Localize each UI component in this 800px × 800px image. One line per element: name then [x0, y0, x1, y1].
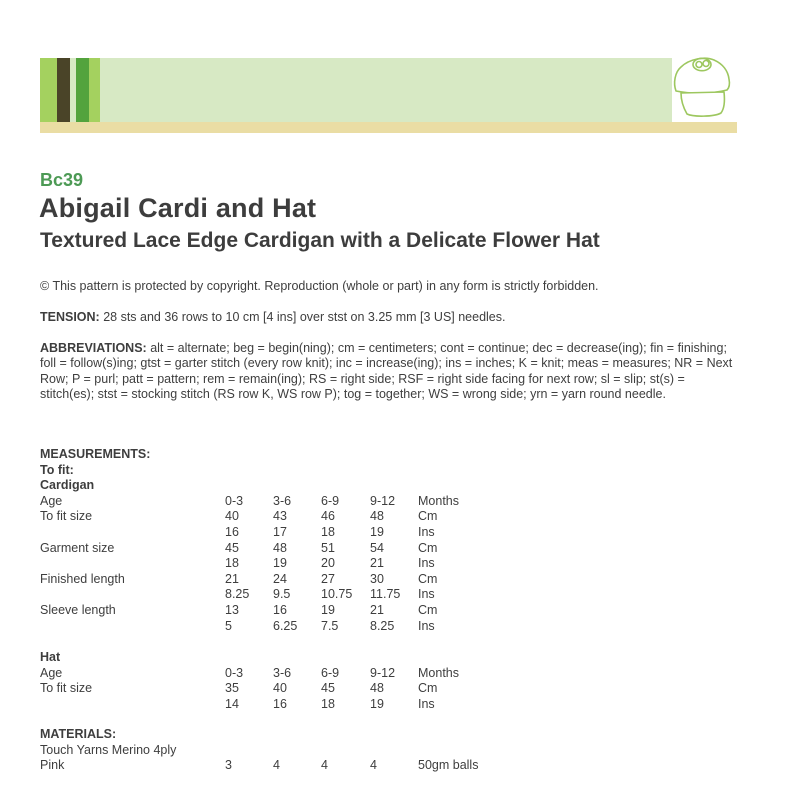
row-unit: Cm: [418, 681, 438, 696]
size-value-1: 0-3: [225, 665, 244, 680]
size-value-4: 19: [370, 524, 384, 539]
table-row: [40, 666, 760, 682]
size-value-2: 16: [273, 696, 287, 711]
row-label: To fit size: [40, 681, 93, 696]
row-label: Garment size: [40, 540, 115, 555]
row-unit: Ins: [418, 556, 435, 571]
size-value-2: 6.25: [273, 618, 298, 633]
table-row: [40, 525, 760, 541]
size-value-3: 19: [321, 602, 335, 617]
size-value-3: 45: [321, 681, 335, 696]
to-fit-heading: To fit:: [40, 462, 74, 477]
size-value-1: 5: [225, 618, 232, 633]
size-value-1: 0-3: [225, 493, 244, 508]
size-value-3: 10.75: [321, 587, 353, 602]
measurements-heading: MEASUREMENTS:: [40, 447, 151, 461]
size-value-3: 46: [321, 509, 335, 524]
materials-heading: MATERIALS:: [40, 727, 117, 741]
size-value-3: 6-9: [321, 665, 340, 680]
table-row: [40, 556, 760, 572]
row-label: [40, 556, 225, 572]
row-unit: 50gm balls: [418, 758, 479, 773]
size-value-1: 16: [225, 524, 239, 539]
size-value-1: 45: [225, 540, 239, 555]
row-label: To fit size: [40, 509, 93, 524]
size-value-1: 18: [225, 556, 239, 571]
size-value-4: 48: [370, 681, 384, 696]
table-row: [40, 619, 760, 635]
row-label: Age: [40, 665, 63, 680]
size-value-2: 19: [273, 556, 287, 571]
size-value-3: 20: [321, 556, 335, 571]
size-value-1: 13: [225, 602, 239, 617]
banner-green-band: [40, 58, 672, 122]
banner-stripe-dark-olive: [57, 58, 70, 122]
size-value-3: 18: [321, 524, 335, 539]
yarn-name: Touch Yarns Merino 4ply: [40, 742, 177, 757]
row-unit: Months: [418, 665, 459, 680]
table-row: [40, 681, 760, 697]
size-value-1: 3: [225, 758, 232, 773]
page-title: Abigail Cardi and Hat: [39, 193, 317, 223]
size-value-4: 19: [370, 696, 384, 711]
materials-section: [40, 727, 760, 774]
banner-stripe-light-green-2: [89, 58, 100, 122]
row-unit: Months: [418, 493, 459, 508]
size-value-3: 18: [321, 696, 335, 711]
size-value-4: 11.75: [370, 587, 401, 602]
row-unit: Ins: [418, 618, 435, 633]
tension-line: [40, 310, 505, 325]
size-value-1: 21: [225, 571, 239, 586]
table-row: [40, 509, 760, 525]
measurements-section: [40, 447, 760, 634]
banner-stripe-mid-green: [76, 58, 89, 122]
row-label: [40, 525, 225, 541]
size-value-4: 9-12: [370, 493, 396, 508]
size-value-3: 6-9: [321, 493, 340, 508]
size-value-2: 16: [273, 602, 287, 617]
table-row: [40, 697, 760, 713]
size-value-4: 4: [370, 758, 377, 773]
row-unit: Ins: [418, 524, 435, 539]
row-label: [40, 697, 225, 713]
table-row: [40, 758, 760, 774]
cardigan-heading: Cardigan: [40, 478, 95, 493]
hat-table: [40, 666, 760, 713]
size-value-4: 8.25: [370, 618, 395, 633]
abbreviations-label: ABBREVIATIONS:: [40, 341, 147, 355]
abbreviations-paragraph: [40, 341, 740, 403]
row-label: [40, 587, 225, 603]
size-value-2: 9.5: [273, 587, 291, 602]
row-unit: Cm: [418, 509, 438, 524]
size-value-1: 35: [225, 681, 239, 696]
size-value-4: 54: [370, 540, 384, 555]
size-value-2: 3-6: [273, 665, 292, 680]
size-value-4: 48: [370, 509, 384, 524]
table-row: [40, 603, 760, 619]
banner-stripe-light-green: [40, 58, 57, 122]
row-label: Finished length: [40, 571, 125, 586]
size-value-3: 27: [321, 571, 335, 586]
cardigan-table: [40, 494, 760, 634]
row-unit: Ins: [418, 696, 435, 711]
table-row: [40, 587, 760, 603]
row-label: Sleeve length: [40, 602, 116, 617]
size-value-2: 24: [273, 571, 287, 586]
tension-label: TENSION:: [40, 310, 100, 324]
pattern-code: Bc39: [40, 170, 84, 190]
size-value-2: 4: [273, 758, 280, 773]
hat-heading: Hat: [40, 650, 61, 664]
size-value-3: 7.5: [321, 618, 339, 633]
row-label: [40, 619, 225, 635]
table-row: [40, 541, 760, 557]
row-label: Age: [40, 493, 63, 508]
size-value-4: 21: [370, 602, 384, 617]
size-value-1: 14: [225, 696, 239, 711]
size-value-4: 21: [370, 556, 384, 571]
page-subtitle: Textured Lace Edge Cardigan with a Delicate Flower Hat: [40, 229, 600, 252]
row-unit: Cm: [418, 571, 438, 586]
table-row: [40, 494, 760, 510]
banner-tan-band: [40, 122, 737, 133]
size-value-2: 3-6: [273, 493, 292, 508]
size-value-1: 8.25: [225, 587, 250, 602]
size-value-2: 48: [273, 540, 287, 555]
row-unit: Cm: [418, 540, 438, 555]
size-value-1: 40: [225, 509, 239, 524]
row-label: Pink: [40, 758, 65, 773]
hat-icon: [669, 54, 737, 122]
size-value-2: 17: [273, 524, 287, 539]
table-row: [40, 572, 760, 588]
row-unit: Cm: [418, 602, 438, 617]
materials-table: [40, 758, 760, 774]
size-value-4: 9-12: [370, 665, 396, 680]
size-value-2: 40: [273, 681, 287, 696]
hat-section: [40, 650, 760, 712]
size-value-3: 51: [321, 540, 335, 555]
abbreviations-text: alt = alternate; beg = begin(ning); cm = centimeters; cont = continue; dec = decrease(ing); fin = finishing; foll = follow(s)ing; gtst = garter stitch (every row knit); inc = increase(ing); ins = inches; K = knit; meas = measures; NR = Next Row; P = purl; patt = pattern; rem = remain(ing); RS = right side; RSF = right side facing for next row; sl = slip; st(s) = stitch(es); stst = stocking stitch (RS row K, WS row P); tog = together; WS = wrong side; yrn = yarn round needle.: [40, 341, 733, 402]
row-unit: Ins: [418, 587, 435, 602]
size-value-4: 30: [370, 571, 384, 586]
copyright-notice: © This pattern is protected by copyright. Reproduction (whole or part) in any form is strictly forbidden.: [40, 279, 599, 293]
tension-text: 28 sts and 36 rows to 10 cm [4 ins] over stst on 3.25 mm [3 US] needles.: [99, 310, 506, 324]
size-value-3: 4: [321, 758, 328, 773]
size-value-2: 43: [273, 509, 287, 524]
